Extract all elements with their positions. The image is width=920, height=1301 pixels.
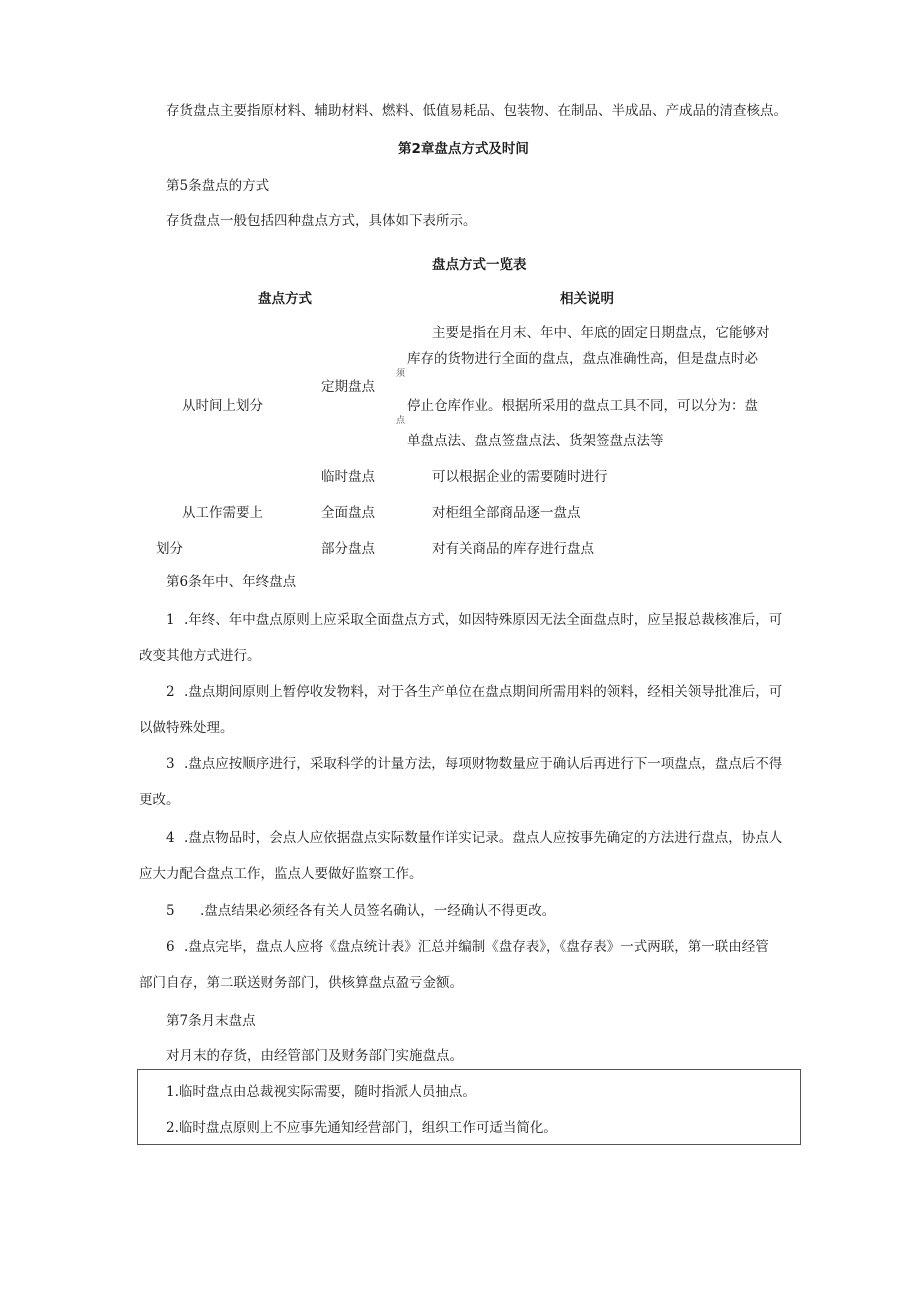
article-7-title: 第7条月末盘点	[166, 1013, 256, 1029]
list-item-line1: .年终、年中盘点原则上应采取全面盘点方式，如因特殊原因无法全面盘点时，应呈报总裁核准后，可	[184, 612, 783, 628]
list-item-number: 6	[166, 939, 175, 955]
list-item-line2: 以做特殊处理。	[139, 720, 234, 736]
list-item-line2: 改变其他方式进行。	[139, 648, 261, 664]
table-desc-partial: 对有关商品的库存进行盘点	[432, 541, 594, 557]
list-item-number: 2	[166, 684, 175, 700]
table-header-method: 盘点方式	[258, 291, 312, 307]
list-item-line1: .盘点完毕，盘点人应将《盘点统计表》汇总并编制《盘存表》，《盘存表》一式两联，第一联由经管	[184, 939, 769, 955]
table-type-full: 全面盘点	[321, 505, 375, 521]
table-group-time: 从时间上划分	[182, 398, 263, 414]
table-desc-full: 对柜组全部商品逐一盘点	[432, 505, 581, 521]
table-type-partial: 部分盘点	[321, 541, 375, 557]
table-header-description: 相关说明	[560, 291, 614, 307]
list-item-line2: 应大力配合盘点工作，监点人要做好监察工作。	[139, 866, 423, 882]
table-group-work-line2: 划分	[156, 541, 183, 557]
list-item-number: 4	[166, 830, 175, 846]
table-type-temporary: 临时盘点	[321, 469, 375, 485]
article-7-text: 对月末的存货，由经管部门及财务部门实施盘点。	[166, 1048, 463, 1064]
article-5-title: 第5条盘点的方式	[166, 178, 270, 194]
table-desc-overflow-2: 点	[396, 416, 406, 426]
table-desc-overflow-1: 须	[396, 369, 406, 379]
table-group-work-line1: 从工作需要上	[182, 505, 263, 521]
table-title: 盘点方式一览表	[432, 257, 527, 273]
list-item-number: 5	[166, 903, 175, 919]
list-item-line2: 部门自存，第二联送财务部门，供核算盘点盈亏金额。	[139, 975, 463, 991]
table-desc-regular-line2: 库存的货物进行全面的盘点，盘点准确性高，但是盘点时必	[407, 351, 758, 367]
notes-item-2: 2.临时盘点原则上不应事先通知经营部门，组织工作可适当简化。	[166, 1120, 557, 1136]
list-item-line1: .盘点物品时，会点人应依据盘点实际数量作详实记录。盘点人应按事先确定的方法进行盘点，协点人	[184, 830, 783, 846]
list-item-number: 3	[166, 756, 175, 772]
list-item-line1: .盘点期间原则上暂停收发物料，对于各生产单位在盘点期间所需用料的领料，经相关领导批准后，可	[184, 684, 783, 700]
list-item-line1: .盘点应按顺序进行，采取科学的计量方法，每项财物数量应于确认后再进行下一项盘点，盘点后不得	[184, 756, 783, 772]
table-desc-regular-line1: 主要是指在月末、年中、年底的固定日期盘点，它能够对	[432, 325, 770, 341]
article-6-title: 第6条年中、年终盘点	[166, 574, 297, 590]
table-type-regular: 定期盘点	[321, 379, 375, 395]
notes-item-1: 1.临时盘点由总裁视实际需要，随时指派人员抽点。	[166, 1084, 476, 1100]
table-desc-regular-line4: 单盘点法、盘点签盘点法、货架签盘点法等	[407, 433, 664, 449]
table-desc-regular-line3: 停止仓库作业。根据所采用的盘点工具不同，可以分为：盘	[407, 398, 758, 414]
notes-box	[137, 1069, 801, 1145]
list-item-number: 1	[166, 612, 175, 628]
article-5-text: 存货盘点一般包括四种盘点方式，具体如下表所示。	[166, 213, 477, 229]
list-item-line1: .盘点结果必须经各有关人员签名确认，一经确认不得更改。	[200, 903, 556, 919]
table-desc-temporary: 可以根据企业的需要随时进行	[432, 469, 608, 485]
intro-paragraph: 存货盘点主要指原材料、辅助材料、燃料、低值易耗品、包装物、在制品、半成品、产成品的清查核点。	[166, 103, 787, 119]
list-item-line2: 更改。	[139, 792, 180, 808]
chapter-title: 第2章盘点方式及时间	[398, 141, 529, 157]
